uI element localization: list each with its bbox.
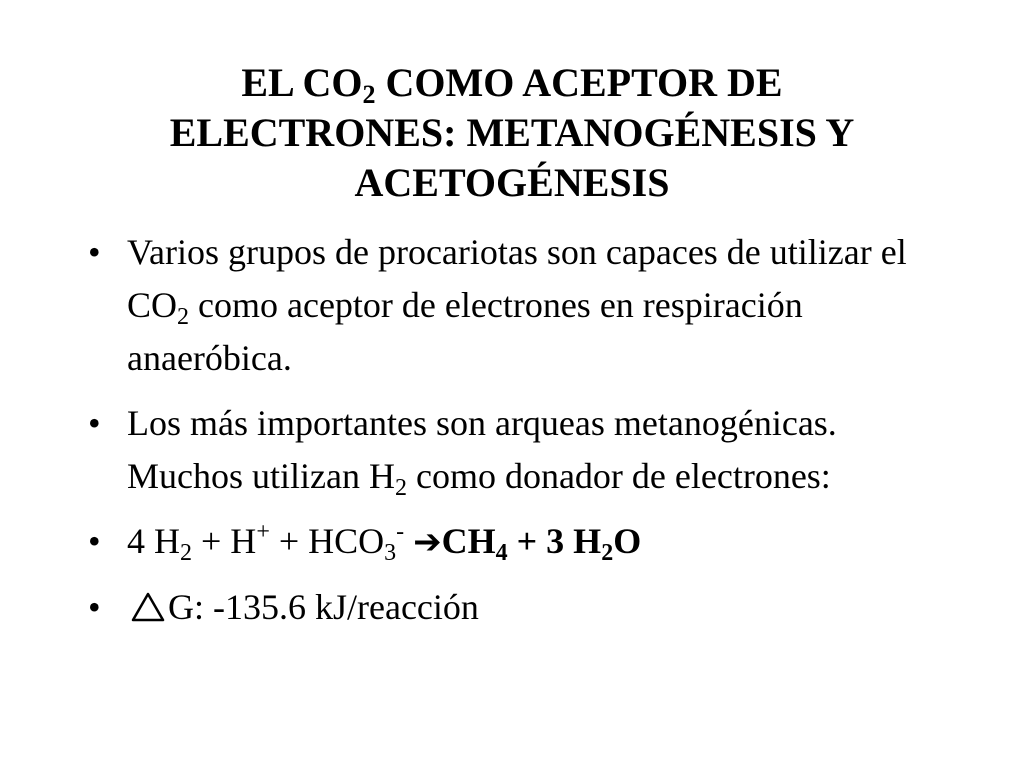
title-text-co: EL CO [241, 60, 363, 105]
bullet-dot: • [88, 232, 101, 272]
title-line-2: ELECTRONES: METANOGÉNESIS Y [169, 110, 855, 155]
eq-plus-h: + H [192, 521, 257, 561]
bullet-2-text-a: Los más importantes son arqueas metanogénicas. Muchos utilizan H [127, 403, 837, 496]
slide-title [80, 58, 944, 208]
eq-4h: 4 H [127, 521, 180, 561]
title-line-1 [241, 60, 783, 109]
bullet-2-text-b: como donador de electrones: [406, 456, 831, 496]
eq-o: O [613, 521, 642, 561]
bullet-2-subscript: 2 [394, 475, 407, 501]
gibbs-energy-text: G: -135.6 kJ/reacción [168, 587, 479, 627]
bullet-dot: • [88, 521, 101, 561]
bullet-dot: • [88, 403, 101, 443]
eq-products [441, 521, 642, 566]
eq-space [404, 521, 413, 561]
eq-sub-4: 4 [495, 540, 508, 566]
eq-plus-3h: + 3 H [507, 521, 602, 561]
bullet-item-methanogens [80, 397, 960, 503]
eq-sub-2b: 2 [601, 540, 614, 566]
bullet-1-subscript: 2 [177, 304, 190, 330]
reaction-arrow-icon: ➔ [413, 522, 442, 562]
eq-plus-hco: + HCO [269, 521, 385, 561]
eq-sup-plus: + [256, 519, 270, 545]
eq-sub-3: 3 [384, 540, 397, 566]
bullet-item-reaction-equation [80, 515, 960, 569]
bullet-1-text-a: Varios grupos de procariotas son capaces de utilizar el CO [127, 232, 907, 325]
eq-ch: CH [441, 521, 496, 561]
bullet-item-co2-acceptor [80, 226, 960, 385]
title-text-aceptor: COMO ACEPTOR DE [375, 60, 783, 105]
bullet-list [80, 226, 960, 646]
bullet-item-gibbs-energy [80, 581, 960, 634]
bullet-1-text-b: como aceptor de electrones en respiración anaeróbica. [127, 285, 803, 378]
eq-sub-2: 2 [180, 540, 192, 566]
bullet-dot: • [88, 587, 101, 627]
eq-sup-minus: - [396, 519, 405, 545]
title-line-3: ACETOGÉNESIS [354, 160, 670, 205]
title-subscript-2: 2 [362, 80, 376, 109]
delta-triangle-icon [131, 592, 165, 622]
